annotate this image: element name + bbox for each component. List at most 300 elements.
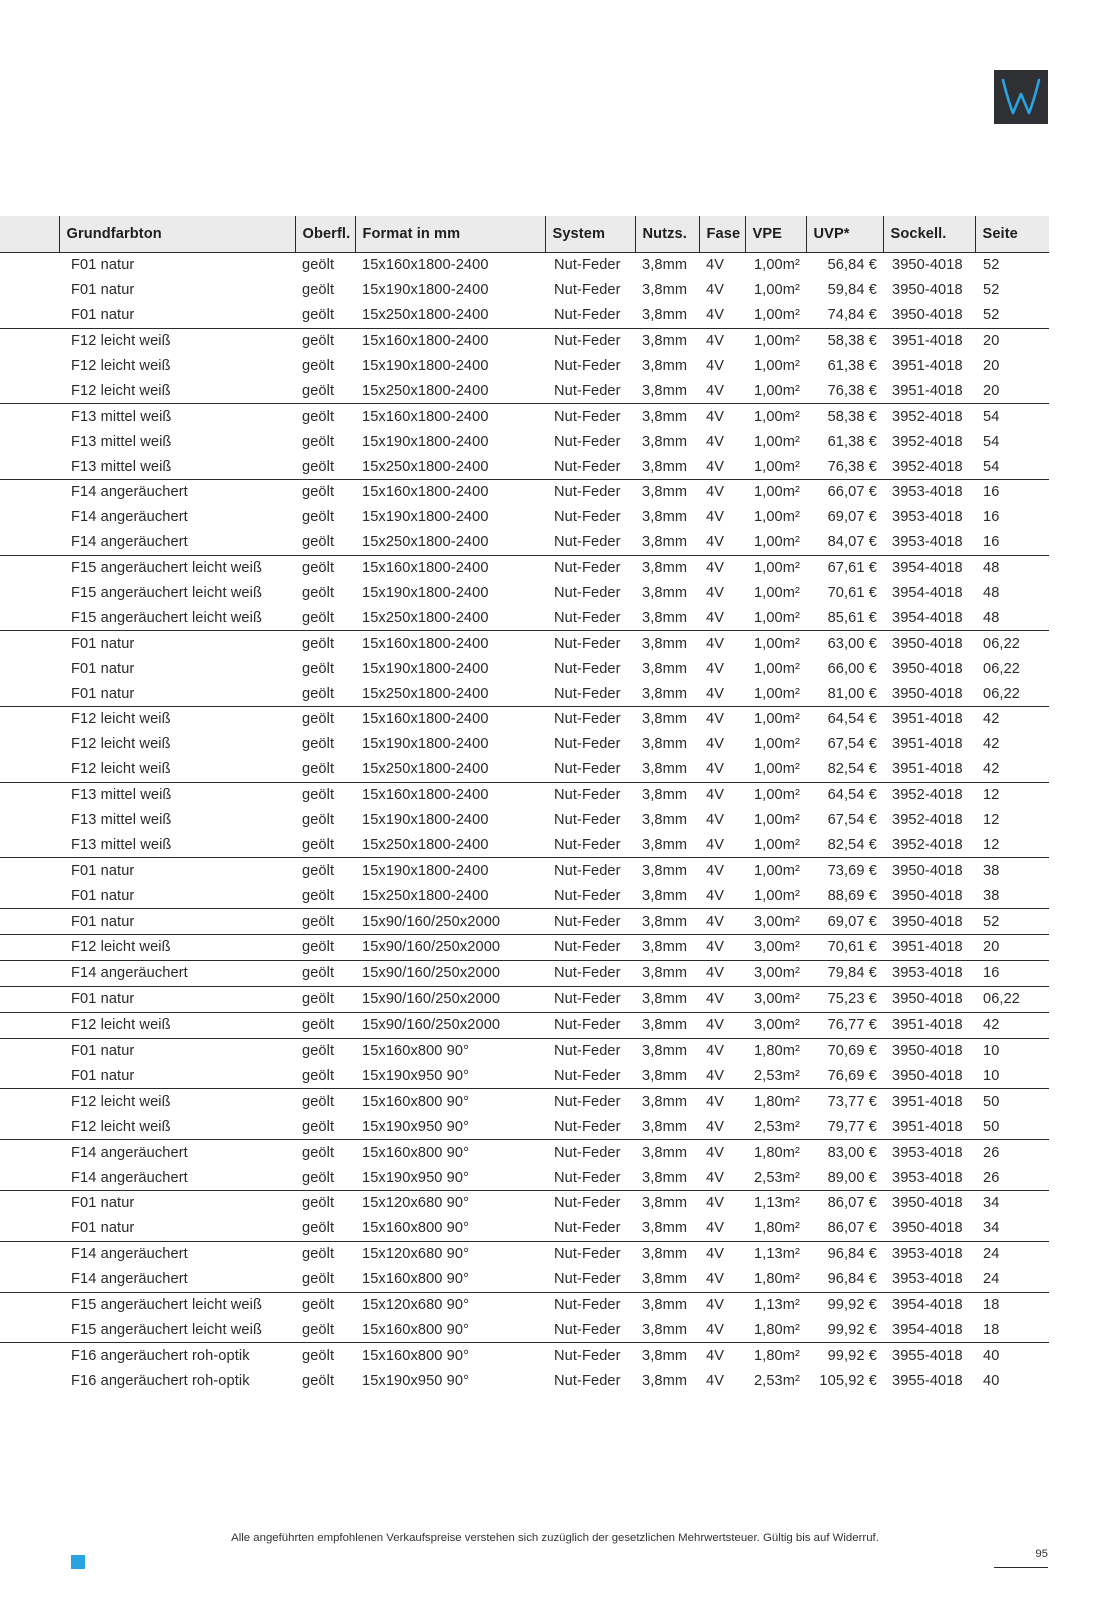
row-spacer xyxy=(0,1064,59,1089)
cell-oberflaeche: geölt xyxy=(295,631,355,656)
cell-sockelleiste: 3952-4018 xyxy=(892,458,963,475)
cell-oberflaeche: geölt xyxy=(302,1220,335,1237)
table-row xyxy=(0,454,1049,479)
cell-system: Nut-Feder xyxy=(554,1169,621,1186)
cell-fase: 4V xyxy=(706,458,725,475)
cell-fase: 4V xyxy=(706,660,725,677)
cell-uvp: 67,54 € xyxy=(827,812,877,829)
cell-format: 15x90/160/250x2000 xyxy=(355,909,545,935)
cell-fase: 4V xyxy=(706,887,725,904)
cell-vpe: 1,00m² xyxy=(753,685,800,702)
cell-grundfarbton: F14 angeräuchert xyxy=(59,960,295,986)
row-spacer xyxy=(0,858,59,883)
cell-grundfarbton: F13 mittel weiß xyxy=(71,458,172,475)
cell-nutzschicht: 3,8mm xyxy=(635,1038,699,1063)
cell-fase: 4V xyxy=(706,382,725,399)
table-row xyxy=(0,530,1049,555)
cell-fase: 4V xyxy=(699,1012,745,1038)
row-spacer xyxy=(0,1038,59,1063)
cell-sockelleiste: 3954-4018 xyxy=(883,1292,975,1317)
row-spacer xyxy=(0,986,59,1012)
cell-format: 15x90/160/250x2000 xyxy=(355,1012,545,1038)
cell-format: 15x120x680 90° xyxy=(355,1292,545,1317)
cell-uvp: 67,61 € xyxy=(806,555,883,580)
cell-nutzschicht: 3,8mm xyxy=(642,358,688,374)
cell-sockelleiste: 3953-4018 xyxy=(883,960,975,986)
cell-sockelleiste: 3951-4018 xyxy=(883,707,975,732)
cell-oberflaeche: geölt xyxy=(295,1190,355,1215)
row-spacer xyxy=(0,909,59,935)
cell-system: Nut-Feder xyxy=(554,1321,621,1338)
header-uvp: UVP* xyxy=(806,216,883,253)
cell-system: Nut-Feder xyxy=(554,458,621,475)
cell-seite: 10 xyxy=(983,1067,1000,1084)
row-spacer xyxy=(0,935,59,961)
row-spacer xyxy=(0,1165,59,1190)
cell-uvp: 82,54 € xyxy=(827,761,877,778)
cell-fase: 4V xyxy=(699,1038,745,1063)
cell-fase: 4V xyxy=(706,509,725,526)
header-format: Format in mm xyxy=(355,216,545,253)
row-spacer xyxy=(0,1089,59,1114)
cell-system: Nut-Feder xyxy=(545,1089,635,1114)
cell-fase: 4V xyxy=(699,1343,745,1368)
cell-fase: 4V xyxy=(699,1241,745,1266)
cell-nutzschicht: 3,8mm xyxy=(635,1012,699,1038)
cell-system: Nut-Feder xyxy=(554,1372,621,1389)
cell-system: Nut-Feder xyxy=(554,609,621,626)
cell-system: Nut-Feder xyxy=(545,858,635,883)
cell-uvp: 73,77 € xyxy=(806,1089,883,1114)
header-spacer xyxy=(0,216,59,253)
cell-grundfarbton: F01 natur xyxy=(59,858,295,883)
cell-system: Nut-Feder xyxy=(545,1241,635,1266)
cell-oberflaeche: geölt xyxy=(302,382,335,399)
cell-oberflaeche: geölt xyxy=(295,858,355,883)
cell-seite: 34 xyxy=(983,1220,1000,1237)
footer-note: Alle angeführten empfohlenen Verkaufspreise verstehen sich zuzüglich der gesetzlichen Mehrwertsteuer. Gültig bis auf Widerruf. xyxy=(231,1532,879,1544)
cell-uvp: 73,69 € xyxy=(806,858,883,883)
cell-sockelleiste: 3952-4018 xyxy=(892,836,963,853)
cell-vpe: 1,00m² xyxy=(753,534,800,551)
cell-nutzschicht: 3,8mm xyxy=(642,433,688,450)
cell-seite: 12 xyxy=(983,812,1000,829)
cell-vpe: 3,00m² xyxy=(745,909,806,935)
cell-sockelleiste: 3953-4018 xyxy=(892,534,963,551)
table-row xyxy=(0,1089,1049,1114)
cell-format: 15x250x1800-2400 xyxy=(362,609,489,626)
cell-sockelleiste: 3950-4018 xyxy=(892,660,963,677)
cell-system: Nut-Feder xyxy=(545,782,635,807)
cell-sockelleiste: 3953-4018 xyxy=(883,1140,975,1165)
cell-seite: 12 xyxy=(975,782,1049,807)
cell-grundfarbton: F01 natur xyxy=(59,631,295,656)
cell-grundfarbton: F12 leicht weiß xyxy=(59,707,295,732)
cell-format: 15x250x1800-2400 xyxy=(362,836,489,853)
cell-fase: 4V xyxy=(699,986,745,1012)
cell-sockelleiste: 3950-4018 xyxy=(892,307,963,324)
cell-fase: 4V xyxy=(699,782,745,807)
table-row xyxy=(0,1190,1049,1215)
cell-sockelleiste: 3953-4018 xyxy=(892,1271,963,1288)
cell-nutzschicht: 3,8mm xyxy=(642,1169,688,1186)
cell-uvp: 99,92 € xyxy=(827,1321,877,1338)
cell-format: 15x160x800 90° xyxy=(362,1321,470,1338)
cell-format: 15x250x1800-2400 xyxy=(362,685,489,702)
cell-grundfarbton: F01 natur xyxy=(71,660,135,677)
table-row xyxy=(0,656,1049,681)
cell-oberflaeche: geölt xyxy=(302,1118,335,1135)
cell-sockelleiste: 3954-4018 xyxy=(883,555,975,580)
cell-nutzschicht: 3,8mm xyxy=(635,631,699,656)
cell-sockelleiste: 3951-4018 xyxy=(892,358,963,374)
cell-uvp: 66,00 € xyxy=(827,660,877,677)
cell-nutzschicht: 3,8mm xyxy=(642,1067,688,1084)
cell-oberflaeche: geölt xyxy=(302,812,335,829)
row-spacer xyxy=(0,1267,59,1292)
cell-grundfarbton: F01 natur xyxy=(59,1190,295,1215)
cell-format: 15x250x1800-2400 xyxy=(362,458,489,475)
cell-nutzschicht: 3,8mm xyxy=(635,782,699,807)
cell-sockelleiste: 3955-4018 xyxy=(892,1372,963,1389)
cell-vpe: 1,00m² xyxy=(753,887,800,904)
row-spacer xyxy=(0,480,59,505)
cell-system: Nut-Feder xyxy=(554,1067,621,1084)
cell-system: Nut-Feder xyxy=(554,433,621,450)
cell-nutzschicht: 3,8mm xyxy=(642,509,688,526)
cell-nutzschicht: 3,8mm xyxy=(635,986,699,1012)
cell-seite: 54 xyxy=(983,458,1000,475)
table-row xyxy=(0,378,1049,403)
cell-oberflaeche: geölt xyxy=(302,609,335,626)
cell-sockelleiste: 3952-4018 xyxy=(883,782,975,807)
cell-sockelleiste: 3950-4018 xyxy=(883,631,975,656)
cell-vpe: 1,80m² xyxy=(745,1089,806,1114)
cell-nutzschicht: 3,8mm xyxy=(642,736,688,753)
cell-format: 15x160x800 90° xyxy=(362,1220,470,1237)
row-spacer xyxy=(0,581,59,606)
table-row xyxy=(0,1038,1049,1063)
cell-format: 15x120x680 90° xyxy=(355,1190,545,1215)
table-row xyxy=(0,1165,1049,1190)
cell-format: 15x250x1800-2400 xyxy=(362,761,489,778)
cell-nutzschicht: 3,8mm xyxy=(642,1118,688,1135)
row-spacer xyxy=(0,808,59,833)
cell-nutzschicht: 3,8mm xyxy=(635,1190,699,1215)
table-row xyxy=(0,1216,1049,1241)
cell-nutzschicht: 3,8mm xyxy=(635,1241,699,1266)
cell-nutzschicht: 3,8mm xyxy=(642,382,688,399)
cell-system: Nut-Feder xyxy=(545,960,635,986)
w-logo-icon xyxy=(994,70,1048,124)
cell-grundfarbton: F13 mittel weiß xyxy=(71,812,172,829)
cell-fase: 4V xyxy=(699,1089,745,1114)
cell-nutzschicht: 3,8mm xyxy=(635,253,699,278)
cell-nutzschicht: 3,8mm xyxy=(642,1372,688,1389)
cell-grundfarbton: F12 leicht weiß xyxy=(71,382,171,399)
cell-sockelleiste: 3951-4018 xyxy=(883,935,975,961)
cell-format: 15x160x1800-2400 xyxy=(355,404,545,429)
cell-seite: 06,22 xyxy=(983,660,1021,677)
page-number-rule xyxy=(994,1567,1048,1568)
cell-nutzschicht: 3,8mm xyxy=(642,458,688,475)
table-row xyxy=(0,681,1049,706)
cell-system: Nut-Feder xyxy=(545,328,635,353)
cell-oberflaeche: geölt xyxy=(295,1241,355,1266)
cell-uvp: 105,92 € xyxy=(819,1372,877,1389)
cell-vpe: 1,00m² xyxy=(753,358,800,374)
table-row xyxy=(0,1241,1049,1266)
cell-uvp: 88,69 € xyxy=(827,887,877,904)
cell-uvp: 86,07 € xyxy=(827,1220,877,1237)
cell-sockelleiste: 3955-4018 xyxy=(883,1343,975,1368)
cell-uvp: 61,38 € xyxy=(827,358,877,374)
cell-nutzschicht: 3,8mm xyxy=(635,909,699,935)
cell-sockelleiste: 3951-4018 xyxy=(892,382,963,399)
cell-oberflaeche: geölt xyxy=(295,986,355,1012)
cell-vpe: 1,00m² xyxy=(753,509,800,526)
cell-seite: 24 xyxy=(983,1271,1000,1288)
cell-system: Nut-Feder xyxy=(554,812,621,829)
cell-format: 15x160x800 90° xyxy=(355,1038,545,1063)
cell-system: Nut-Feder xyxy=(554,534,621,551)
cell-fase: 4V xyxy=(699,1190,745,1215)
cell-grundfarbton: F15 angeräuchert leicht weiß xyxy=(59,555,295,580)
table-row xyxy=(0,1292,1049,1317)
cell-format: 15x160x1800-2400 xyxy=(355,782,545,807)
cell-vpe: 1,00m² xyxy=(753,761,800,778)
cell-system: Nut-Feder xyxy=(545,253,635,278)
cell-oberflaeche: geölt xyxy=(302,685,335,702)
cell-uvp: 82,54 € xyxy=(827,836,877,853)
cell-grundfarbton: F12 leicht weiß xyxy=(59,935,295,961)
cell-oberflaeche: geölt xyxy=(302,887,335,904)
cell-uvp: 79,77 € xyxy=(827,1118,877,1135)
cell-seite: 54 xyxy=(983,433,1000,450)
cell-format: 15x90/160/250x2000 xyxy=(355,960,545,986)
row-spacer xyxy=(0,378,59,403)
cell-sockelleiste: 3950-4018 xyxy=(883,253,975,278)
cell-oberflaeche: geölt xyxy=(302,1372,335,1389)
cell-format: 15x190x1800-2400 xyxy=(355,858,545,883)
header-fase: Fase xyxy=(699,216,745,253)
cell-nutzschicht: 3,8mm xyxy=(635,1292,699,1317)
table-row xyxy=(0,1343,1049,1368)
cell-uvp: 58,38 € xyxy=(806,404,883,429)
cell-nutzschicht: 3,8mm xyxy=(635,1343,699,1368)
cell-vpe: 3,00m² xyxy=(745,986,806,1012)
cell-system: Nut-Feder xyxy=(554,1118,621,1135)
cell-sockelleiste: 3953-4018 xyxy=(883,480,975,505)
cell-grundfarbton: F14 angeräuchert xyxy=(59,1140,295,1165)
cell-sockelleiste: 3950-4018 xyxy=(883,909,975,935)
cell-system: Nut-Feder xyxy=(545,1190,635,1215)
header-system: System xyxy=(545,216,635,253)
cell-vpe: 1,00m² xyxy=(745,404,806,429)
cell-uvp: 56,84 € xyxy=(806,253,883,278)
row-spacer xyxy=(0,555,59,580)
cell-system: Nut-Feder xyxy=(554,585,621,602)
cell-fase: 4V xyxy=(706,1169,725,1186)
cell-uvp: 69,07 € xyxy=(827,509,877,526)
cell-oberflaeche: geölt xyxy=(302,458,335,475)
cell-seite: 20 xyxy=(983,382,1000,399)
cell-seite: 34 xyxy=(975,1190,1049,1215)
cell-uvp: 96,84 € xyxy=(827,1271,877,1288)
table-row xyxy=(0,354,1049,379)
cell-nutzschicht: 3,8mm xyxy=(642,1321,688,1338)
cell-fase: 4V xyxy=(699,253,745,278)
cell-system: Nut-Feder xyxy=(545,909,635,935)
cell-format: 15x160x1800-2400 xyxy=(355,328,545,353)
cell-seite: 24 xyxy=(975,1241,1049,1266)
cell-format: 15x250x1800-2400 xyxy=(362,307,489,324)
cell-fase: 4V xyxy=(706,1372,725,1389)
cell-seite: 50 xyxy=(983,1118,1000,1135)
cell-vpe: 1,00m² xyxy=(745,707,806,732)
cell-uvp: 76,69 € xyxy=(827,1067,877,1084)
cell-nutzschicht: 3,8mm xyxy=(635,555,699,580)
cell-seite: 52 xyxy=(983,282,1000,299)
cell-grundfarbton: F01 natur xyxy=(71,1067,135,1084)
cell-oberflaeche: geölt xyxy=(295,480,355,505)
cell-uvp: 61,38 € xyxy=(827,433,877,450)
cell-vpe: 3,00m² xyxy=(745,1012,806,1038)
cell-vpe: 1,00m² xyxy=(753,458,800,475)
cell-nutzschicht: 3,8mm xyxy=(642,534,688,551)
cell-seite: 54 xyxy=(975,404,1049,429)
cell-format: 15x190x1800-2400 xyxy=(362,433,489,450)
cell-oberflaeche: geölt xyxy=(302,358,335,374)
cell-system: Nut-Feder xyxy=(554,836,621,853)
cell-fase: 4V xyxy=(699,555,745,580)
cell-uvp: 70,69 € xyxy=(806,1038,883,1063)
row-spacer xyxy=(0,605,59,630)
row-spacer xyxy=(0,960,59,986)
cell-vpe: 3,00m² xyxy=(745,960,806,986)
cell-sockelleiste: 3950-4018 xyxy=(892,1220,963,1237)
cell-oberflaeche: geölt xyxy=(295,1038,355,1063)
cell-fase: 4V xyxy=(699,935,745,961)
cell-vpe: 1,00m² xyxy=(745,631,806,656)
table-row xyxy=(0,505,1049,530)
cell-grundfarbton: F14 angeräuchert xyxy=(71,1271,188,1288)
cell-seite: 42 xyxy=(975,707,1049,732)
cell-nutzschicht: 3,8mm xyxy=(635,858,699,883)
cell-nutzschicht: 3,8mm xyxy=(642,887,688,904)
table-row xyxy=(0,1114,1049,1139)
table-row xyxy=(0,858,1049,883)
cell-fase: 4V xyxy=(706,761,725,778)
cell-grundfarbton: F14 angeräuchert xyxy=(71,1169,188,1186)
cell-fase: 4V xyxy=(706,282,725,299)
cell-uvp: 76,38 € xyxy=(827,382,877,399)
cell-sockelleiste: 3950-4018 xyxy=(892,1067,963,1084)
cell-nutzschicht: 3,8mm xyxy=(642,761,688,778)
cell-grundfarbton: F15 angeräuchert leicht weiß xyxy=(71,585,262,602)
accent-square xyxy=(71,1555,85,1569)
cell-fase: 4V xyxy=(706,1220,725,1237)
row-spacer xyxy=(0,707,59,732)
row-spacer xyxy=(0,1317,59,1342)
cell-oberflaeche: geölt xyxy=(295,404,355,429)
cell-grundfarbton: F14 angeräuchert xyxy=(71,534,188,551)
cell-vpe: 1,00m² xyxy=(753,307,800,324)
cell-oberflaeche: geölt xyxy=(295,1140,355,1165)
row-spacer xyxy=(0,1190,59,1215)
cell-nutzschicht: 3,8mm xyxy=(635,935,699,961)
cell-seite: 38 xyxy=(983,887,1000,904)
cell-oberflaeche: geölt xyxy=(302,534,335,551)
cell-grundfarbton: F13 mittel weiß xyxy=(59,404,295,429)
cell-seite: 16 xyxy=(983,509,1000,526)
cell-format: 15x160x800 90° xyxy=(362,1271,470,1288)
cell-format: 15x160x1800-2400 xyxy=(355,631,545,656)
cell-sockelleiste: 3951-4018 xyxy=(883,328,975,353)
row-spacer xyxy=(0,757,59,782)
cell-format: 15x190x1800-2400 xyxy=(362,736,489,753)
cell-format: 15x190x950 90° xyxy=(362,1169,470,1186)
cell-seite: 06,22 xyxy=(983,685,1021,702)
cell-format: 15x250x1800-2400 xyxy=(362,534,489,551)
cell-grundfarbton: F13 mittel weiß xyxy=(71,433,172,450)
cell-grundfarbton: F01 natur xyxy=(59,1038,295,1063)
table-row xyxy=(0,883,1049,908)
cell-grundfarbton: F01 natur xyxy=(71,282,135,299)
row-spacer xyxy=(0,732,59,757)
table-row xyxy=(0,707,1049,732)
cell-seite: 18 xyxy=(983,1321,1000,1338)
cell-vpe: 1,80m² xyxy=(753,1321,800,1338)
cell-uvp: 76,77 € xyxy=(806,1012,883,1038)
cell-seite: 40 xyxy=(983,1372,1000,1389)
cell-oberflaeche: geölt xyxy=(295,1012,355,1038)
cell-uvp: 96,84 € xyxy=(806,1241,883,1266)
cell-nutzschicht: 3,8mm xyxy=(642,812,688,829)
cell-uvp: 69,07 € xyxy=(806,909,883,935)
cell-grundfarbton: F01 natur xyxy=(59,909,295,935)
cell-seite: 06,22 xyxy=(975,986,1049,1012)
cell-fase: 4V xyxy=(706,685,725,702)
cell-oberflaeche: geölt xyxy=(302,509,335,526)
cell-vpe: 2,53m² xyxy=(753,1118,800,1135)
cell-format: 15x90/160/250x2000 xyxy=(355,986,545,1012)
cell-uvp: 67,54 € xyxy=(827,736,877,753)
cell-seite: 42 xyxy=(983,761,1000,778)
cell-oberflaeche: geölt xyxy=(302,1271,335,1288)
cell-oberflaeche: geölt xyxy=(295,1089,355,1114)
cell-nutzschicht: 3,8mm xyxy=(642,1271,688,1288)
row-spacer xyxy=(0,429,59,454)
cell-format: 15x190x1800-2400 xyxy=(362,660,489,677)
table-row xyxy=(0,555,1049,580)
cell-uvp: 64,54 € xyxy=(806,707,883,732)
cell-uvp: 99,92 € xyxy=(806,1292,883,1317)
cell-nutzschicht: 3,8mm xyxy=(635,960,699,986)
table-header-row xyxy=(0,216,1049,253)
cell-nutzschicht: 3,8mm xyxy=(642,307,688,324)
cell-system: Nut-Feder xyxy=(545,935,635,961)
cell-fase: 4V xyxy=(699,707,745,732)
cell-vpe: 1,00m² xyxy=(745,858,806,883)
row-spacer xyxy=(0,354,59,379)
cell-uvp: 63,00 € xyxy=(806,631,883,656)
cell-grundfarbton: F15 angeräuchert leicht weiß xyxy=(71,609,262,626)
cell-sockelleiste: 3951-4018 xyxy=(892,1118,963,1135)
table-row xyxy=(0,253,1049,278)
cell-uvp: 84,07 € xyxy=(827,534,877,551)
cell-grundfarbton: F15 angeräuchert leicht weiß xyxy=(71,1321,262,1338)
